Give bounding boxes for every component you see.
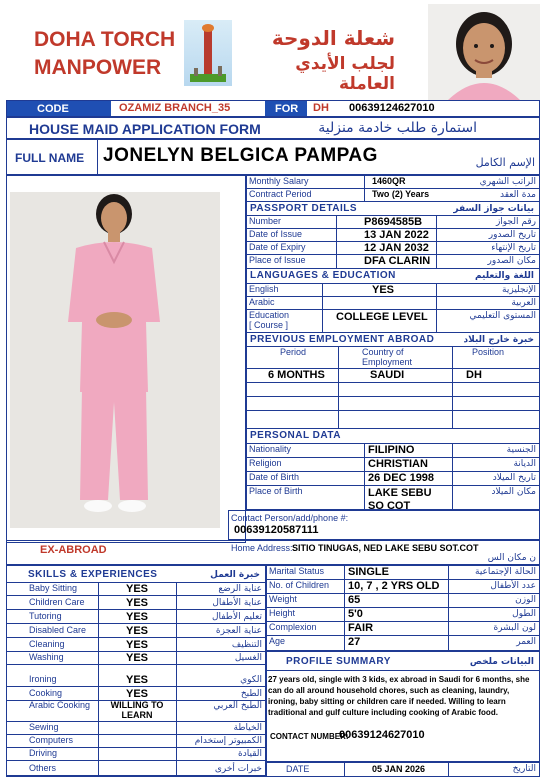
nationality-ar: الجنسية <box>506 445 536 455</box>
form-title: HOUSE MAID APPLICATION FORM <box>29 121 261 137</box>
divider <box>246 228 540 229</box>
for-value: DH <box>313 102 329 114</box>
skill-row-ar: خبرات أخرى <box>214 764 262 774</box>
education-value: COLLEGE LEVEL <box>336 311 428 323</box>
date-ar: التاريخ <box>512 764 536 774</box>
employment-period: 6 MONTHS <box>268 369 325 381</box>
divider <box>336 215 337 268</box>
skill-row-ar: الطبخ العربي <box>213 701 262 711</box>
skill-row-ar: عناية الأطفال <box>212 598 262 608</box>
status-row-ar: الطول <box>512 609 536 619</box>
divider <box>6 609 266 610</box>
religion-value: CHRISTIAN <box>368 458 428 470</box>
passport-section-title: PASSPORT DETAILS <box>250 203 358 214</box>
personal-section-title: PERSONAL DATA <box>250 430 341 441</box>
status-row-value: 27 <box>348 636 361 648</box>
status-row-label: Weight <box>269 594 297 604</box>
status-row-label: Marital Status <box>269 566 325 576</box>
company-name-line1: DOHA TORCH <box>34 28 176 51</box>
status-row-ar: الوزن <box>515 595 536 605</box>
employment-col-country-1: Country of <box>362 347 404 357</box>
home-address-value: SITIO TINUGAS, NED LAKE SEBU SOT.COT <box>292 543 479 553</box>
divider <box>6 595 266 596</box>
divider <box>6 637 266 638</box>
skill-row-value: YES <box>126 688 149 700</box>
skill-row-value: WILLING TO LEARN <box>110 700 164 720</box>
skill-row-value: YES <box>126 583 149 595</box>
divider <box>266 593 540 594</box>
skills-section-title-ar: خبرة العمل <box>210 570 260 580</box>
header-phone: 00639124627010 <box>349 102 435 114</box>
form-title-row <box>6 117 540 139</box>
status-row-ar: الحالة الإجتماعية <box>475 567 536 577</box>
skill-row-label: Cooking <box>29 688 63 698</box>
status-row-ar: عدد الأطفال <box>490 581 536 591</box>
skill-row-label: Washing <box>29 652 64 662</box>
dob-label: Date of Birth <box>249 472 300 482</box>
divider <box>266 621 540 622</box>
english-value: YES <box>372 284 395 296</box>
status-row-label: Complexion <box>269 622 317 632</box>
divider <box>266 579 540 580</box>
date-value: 05 JAN 2026 <box>372 764 426 774</box>
employment-section-title: PREVIOUS EMPLOYMENT ABROAD <box>250 334 435 345</box>
religion-ar: الديانة <box>513 459 536 469</box>
employment-col-country-2: Employment <box>362 357 413 367</box>
passport-row-label: Date of Issue <box>249 229 303 239</box>
profile-section-title: PROFILE SUMMARY <box>286 656 391 667</box>
header <box>0 0 544 100</box>
passport-row-value: 13 JAN 2022 <box>364 229 429 241</box>
profile-contact-value: 00639124627010 <box>339 729 425 741</box>
skill-row-value: YES <box>126 597 149 609</box>
skill-row-ar: الطبخ <box>240 689 262 699</box>
code-label-cell <box>7 101 111 116</box>
status-row-value: 10, 7 , 2 YRS OLD <box>348 580 440 592</box>
company-name-line2: MANPOWER <box>34 56 162 79</box>
skill-row-label: Tutoring <box>29 611 62 621</box>
contact-label: Contact Person/add/phone #: <box>231 513 349 523</box>
skill-row-label: Others <box>29 763 57 773</box>
dob-ar: تاريخ الميلاد <box>492 473 536 483</box>
status-row-value: 65 <box>348 594 361 606</box>
status-row-ar: لون البشرة <box>493 623 536 633</box>
profile-summary-text: 27 years old, single with 3 kids, ex abroad in Saudi for 6 months, she can do all around household chores, such as cleaning, laundry, ironing, baby sitting or children care if needed. Willing to learn traditional and gulf culture including cooking of Arabic food. <box>268 675 530 717</box>
english-label: English <box>249 284 279 294</box>
skill-row-ar: الكوي <box>240 675 262 685</box>
full-name-label: FULL NAME <box>15 151 85 165</box>
divider <box>266 635 540 636</box>
skill-row-label: Children Care <box>29 597 85 607</box>
pob-ar: مكان الميلاد <box>491 487 536 497</box>
nationality-value: FILIPINO <box>368 444 415 456</box>
for-label-cell <box>265 101 307 116</box>
passport-section-title-ar: بيانات جواز السفر <box>453 204 534 214</box>
pob-value-line2: SO COT <box>368 500 411 512</box>
status-row-value: SINGLE <box>348 566 389 578</box>
arabic-ar: العربية <box>511 298 536 308</box>
dob-value: 26 DEC 1998 <box>368 472 435 484</box>
contract-period-label: Contract Period <box>249 189 312 199</box>
passport-row-label: Number <box>249 216 282 226</box>
arabic-label: Arabic <box>249 297 275 307</box>
pob-label: Place of Birth <box>249 486 303 496</box>
passport-row-value: P8694585B <box>364 216 423 228</box>
status-row-label: Height <box>269 608 296 618</box>
date-label: DATE <box>286 764 310 774</box>
skill-row-ar: عناية الرضع <box>218 584 262 594</box>
profile-section-title-ar: البيانات ملخص <box>469 657 534 667</box>
skill-row-value: YES <box>126 652 149 664</box>
monthly-salary-label: Monthly Salary <box>249 176 309 186</box>
employment-position: DH <box>466 369 482 381</box>
profile-contact-label: CONTACT NUMBER: <box>270 732 349 741</box>
education-ar: المستوى التعليمي <box>469 311 536 321</box>
passport-row-value: 12 JAN 2032 <box>364 242 429 254</box>
form-title-ar: استمارة طلب خادمة منزلية <box>318 120 477 136</box>
divider <box>6 664 266 665</box>
skill-row-ar: الخياطة <box>233 723 262 733</box>
skill-row-label: Baby Sitting <box>29 583 78 593</box>
employment-country: SAUDI <box>370 369 405 381</box>
code-row <box>6 100 540 117</box>
divider <box>266 607 540 608</box>
languages-section-title: LANGUAGES & EDUCATION <box>250 270 396 281</box>
divider <box>6 686 266 687</box>
company-name-ar-line1: شعلة الدوحة <box>271 26 395 50</box>
ex-abroad-label: EX-ABROAD <box>40 544 107 556</box>
employment-section-title-ar: خبرة خارج البلاد <box>463 335 534 345</box>
contract-period-value: Two (2) Years <box>372 189 430 199</box>
divider <box>6 775 266 776</box>
skill-row-label: Disabled Care <box>29 625 87 635</box>
status-row-ar: العمر <box>516 637 536 647</box>
skill-row-label: Driving <box>29 748 58 758</box>
divider <box>6 623 266 624</box>
skill-row-value: YES <box>126 611 149 623</box>
skill-row-ar: الغسيل <box>234 653 262 663</box>
skill-row-value: YES <box>126 639 149 651</box>
skill-row-ar: الكمبيوتر إستخدام <box>194 736 262 746</box>
full-name-ar: الإسم الكامل <box>475 156 535 169</box>
skill-row-label: Sewing <box>29 722 59 732</box>
skill-row-label: Arabic Cooking <box>29 700 91 710</box>
skill-row-label: Cleaning <box>29 639 65 649</box>
monthly-salary-value: 1460QR <box>372 176 406 186</box>
employment-col-position: Position <box>472 347 505 357</box>
passport-row-label: Place of Issue <box>249 255 306 265</box>
nationality-label: Nationality <box>249 444 292 454</box>
company-name-ar-line2: لجلب الأيدي العاملة <box>295 54 395 94</box>
pob-value-line1: LAKE SEBU <box>368 487 432 499</box>
full-name-row <box>6 139 540 175</box>
home-address-ar: ن مكان الس <box>487 553 536 563</box>
monthly-salary-ar: الراتب الشهري <box>479 177 536 187</box>
code-label: CODE <box>37 103 69 115</box>
passport-row-ar: مكان الصدور <box>487 256 536 266</box>
divider <box>246 241 540 242</box>
full-name-value: JONELYN BELGICA PAMPAG <box>103 145 378 166</box>
torch-logo <box>184 20 232 86</box>
skill-row-ar: التنظيف <box>231 640 262 650</box>
passport-row-ar: تاريخ الصدور <box>488 230 536 240</box>
contact-value: 00639120587111 <box>234 524 319 536</box>
status-row-value: FAIR <box>348 622 374 634</box>
education-label: Education <box>249 310 290 320</box>
languages-section-title-ar: اللغة والتعليم <box>474 271 534 281</box>
employment-col-period: Period <box>280 347 307 357</box>
skill-row-value: YES <box>126 674 149 686</box>
skill-row-ar: القيادة <box>238 749 262 759</box>
skill-row-ar: تعليم الأطفال <box>211 612 262 622</box>
english-ar: الإنجليزية <box>502 285 536 295</box>
applicant-full-body-photo <box>10 192 220 528</box>
religion-label: Religion <box>249 458 282 468</box>
applicant-headshot <box>428 4 540 100</box>
contract-period-ar: مدة العقد <box>500 190 536 200</box>
status-row-label: No. of Children <box>269 580 330 590</box>
passport-row-ar: رقم الجواز <box>495 217 536 227</box>
divider <box>246 254 540 255</box>
skill-row-label: Ironing <box>29 674 57 684</box>
code-value: OZAMIZ BRANCH_35 <box>119 102 231 114</box>
skills-section-title: SKILLS & EXPERIENCES <box>28 569 158 580</box>
passport-row-label: Date of Expiry <box>249 242 306 252</box>
education-sublabel: [ Course ] <box>249 320 289 330</box>
divider <box>6 760 266 761</box>
passport-row-ar: تاريخ الإنتهاء <box>491 243 536 253</box>
passport-row-value: DFA CLARIN <box>364 255 431 267</box>
divider <box>436 215 437 268</box>
home-address-label: Home Address: <box>231 543 293 553</box>
status-row-label: Age <box>269 636 286 646</box>
skill-row-value: YES <box>126 625 149 637</box>
skill-row-ar: عناية العجزة <box>215 626 262 636</box>
status-row-value: 5'0 <box>348 608 363 620</box>
for-label: FOR <box>275 103 299 115</box>
skill-row-label: Computers <box>29 735 74 745</box>
